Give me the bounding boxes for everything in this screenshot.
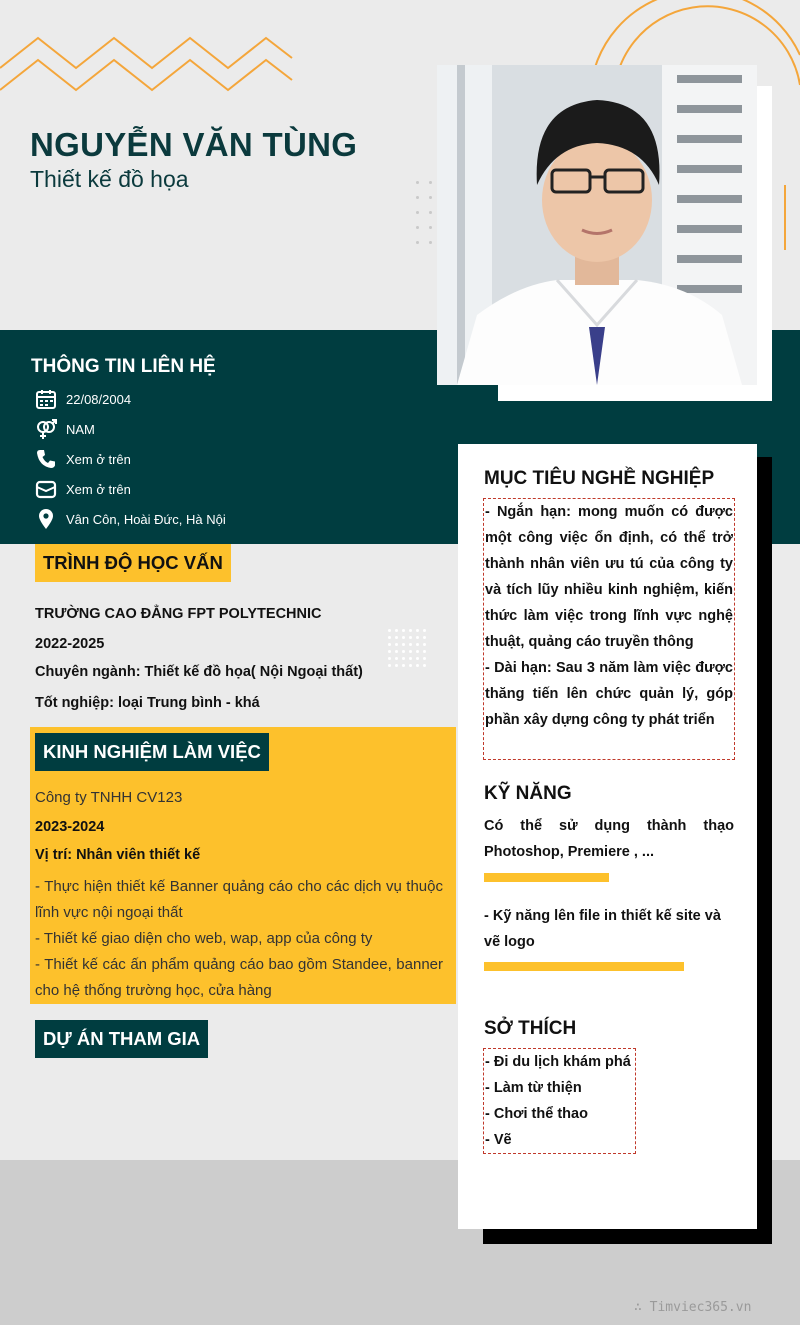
job-title: Thiết kế đồ họa: [30, 166, 189, 192]
experience-position: Vị trí: Nhân viên thiết kế: [35, 847, 201, 863]
skill-item-2: - Kỹ năng lên file in thiết kế site và vẽ logo: [484, 908, 721, 950]
education-major: Chuyên ngành: Thiết kế đồ họa( Nội Ngoại thất): [35, 664, 363, 680]
duty-item: - Thiết kế các ấn phẩm quảng cáo bao gồm Standee, banner cho hệ thống trường học, cửa hàng: [35, 956, 443, 999]
hobby-item: - Chơi thể thao: [485, 1106, 588, 1122]
skill-bar-track-2: [484, 962, 734, 971]
objective-short-term: - Ngắn hạn: mong muốn có được một công việc ổn định, có thể trở thành nhân viên ưu tú của công ty và tích lũy nhiều kinh nghiệm, kiến thức làm việc trong lĩnh vực nghệ thuật, quảng cáo truyền thông: [485, 504, 733, 650]
location-icon: [35, 508, 57, 530]
candidate-name: NGUYỄN VĂN TÙNG: [30, 126, 358, 163]
phone-text: Xem ở trên: [66, 451, 131, 467]
objective-box: [483, 498, 735, 760]
contact-item-phone: [35, 447, 131, 471]
skill-bar-track-1: [484, 873, 734, 882]
experience-years: 2023-2024: [35, 819, 105, 835]
contact-item-birthdate: [35, 387, 131, 411]
skill-item-1: Có thể sử dụng thành thạo Photoshop, Premiere , ...: [484, 818, 734, 860]
hobbies-title: SỞ THÍCH: [484, 1018, 577, 1039]
duty-item: - Thực hiện thiết kế Banner quảng cáo cho các dịch vụ thuộc lĩnh vực nội ngoại thất: [35, 878, 443, 921]
zigzag-decoration: [0, 30, 300, 105]
duty-item: - Thiết kế giao diện cho web, wap, app của công ty: [35, 930, 373, 947]
gender-icon: [35, 418, 57, 440]
projects-title: DỰ ÁN THAM GIA: [35, 1020, 208, 1058]
profile-photo: [437, 65, 757, 385]
hobby-item: - Làm từ thiện: [485, 1080, 582, 1096]
objective-long-term: - Dài hạn: Sau 3 năm làm việc được thăng tiến lên chức quản lý, góp phần xây dựng công ty phát triển: [485, 660, 733, 728]
school-name: TRƯỜNG CAO ĐẲNG FPT POLYTECHNIC: [35, 606, 322, 622]
hobby-item: - Vẽ: [485, 1132, 512, 1148]
watermark: ∴ Timviec365.vn: [634, 1300, 752, 1315]
education-header: [35, 544, 231, 582]
birthdate-text: 22/08/2004: [66, 391, 132, 407]
contact-title: THÔNG TIN LIÊN HỆ: [31, 356, 216, 377]
dot-pattern-small: [388, 629, 426, 667]
calendar-icon: [35, 388, 57, 410]
objective-title: MỤC TIÊU NGHỀ NGHIỆP: [484, 468, 715, 489]
company-name: Công ty TNHH CV123: [35, 789, 183, 806]
dot-pattern: [416, 181, 432, 244]
skill-bar-1: [484, 873, 609, 882]
skill-bar-2: [484, 962, 684, 971]
address-text: Vân Côn, Hoài Đức, Hà Nội: [66, 511, 226, 527]
hobbies-box: [483, 1048, 636, 1154]
skills-title: KỸ NĂNG: [484, 783, 572, 804]
contact-item-gender: [35, 417, 95, 441]
education-graduation: Tốt nghiệp: loại Trung bình - khá: [35, 695, 260, 711]
projects-header: [35, 1020, 207, 1058]
education-years: 2022-2025: [35, 636, 105, 652]
hobby-item: - Đi du lịch khám phá: [485, 1054, 631, 1070]
phone-icon: [35, 448, 57, 470]
email-icon: [35, 478, 57, 500]
education-title: TRÌNH ĐỘ HỌC VẤN: [35, 544, 231, 582]
email-text: Xem ở trên: [66, 481, 131, 497]
contact-item-address: [35, 507, 226, 531]
experience-title: KINH NGHIỆM LÀM VIỆC: [35, 733, 269, 771]
experience-header: [35, 733, 269, 771]
gender-text: NAM: [66, 421, 95, 437]
experience-duties: [35, 874, 443, 1004]
contact-item-email: [35, 477, 131, 501]
